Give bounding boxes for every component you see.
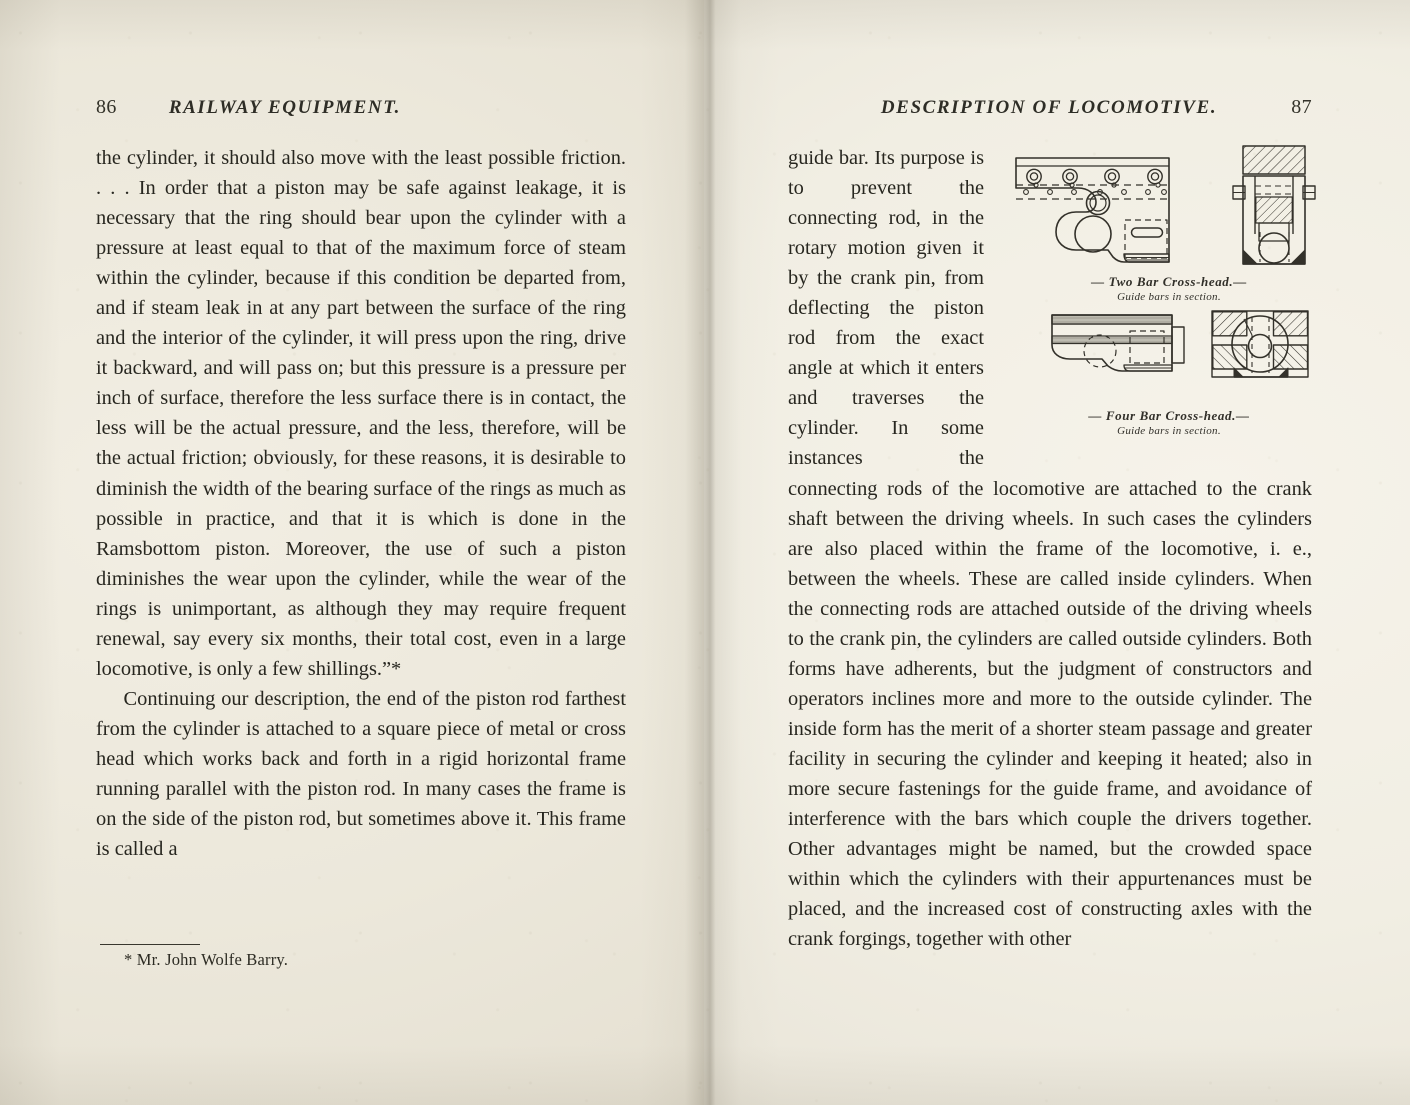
figure-caption-four-bar bbox=[1012, 408, 1326, 437]
left-page-running-head bbox=[96, 96, 626, 122]
left-page-running-title: RAILWAY EQUIPMENT. bbox=[168, 97, 402, 118]
figure-caption-sub: Guide bars in section. bbox=[1117, 291, 1221, 303]
right-page-folio: 87 bbox=[1291, 96, 1312, 118]
footnote-block bbox=[96, 944, 626, 970]
right-page-running-title: DESCRIPTION OF LOCOMOTIVE. bbox=[880, 97, 1218, 118]
four-bar-cross-head-drawing bbox=[1012, 305, 1326, 411]
footnote-rule bbox=[100, 944, 200, 945]
figure-caption-main: — Two Bar Cross-head.— bbox=[1091, 274, 1247, 289]
paragraph: guide bar. Its purpose is to prevent the connecting rod, in the rotary motion given it by the crank pin, from deflecting the piston rod from the exact angle at which it enters and traverses the cylinder. In some instances the connecting rods of the locomotive are attached to the crank shaft between the driving wheels. In such cases the cylinders are also placed within the frame of the locomotive, i. e., between the wheels. These are called inside cylinders. When the connecting rods are attached outside of the driving wheels to the crank pin, the cylinders are called outside cylinders. Both forms have adherents, but the judgment of constructors and operators inclines more and more to the outside cylinder. The inside form has the merit of a shorter steam passage and greater facility in securing the cylinder and keeping it heated; also in more secure fastenings for the guide frame, and avoidance of interference with the bars which couple the drivers together. Other advantages might be named, but the crowded space within which the cylinders with their appurtenances must be placed, and the increased cost of constructing axles with the crank forgings, together with other bbox=[788, 147, 1312, 951]
paragraph: Continuing our description, the end of the piston rod farthest from the cylinder is attached to a square piece of metal or cross head which works back and forth in a rigid horizontal frame running parallel with the piston rod. In many cases the frame is on the side of the piston rod, but sometimes above it. This frame is called a bbox=[96, 687, 626, 861]
figure-caption-sub: Guide bars in section. bbox=[1117, 425, 1221, 437]
figure-four-bar-cross-head bbox=[1012, 305, 1326, 442]
paragraph: the cylinder, it should also move with the least possible friction. . . . In order that a piston may be safe against leakage, it is necessary that the ring should bear upon the cylinder with a pressure at least equal to that of the maximum force of steam within the cylinder, because if this condition be departed from, and if steam leak in at any part between the surface of the ring and the interior of the cylinder, it will press upon the ring, drive it backward, and will pass on; but this pressure is a pressure per inch of surface, therefore the less surface there is in contact, the less will be the actual pressure, and the less, therefore, will be the actual friction; obviously, for these reasons, it is desirable to diminish the width of the bearing surface of the rings as much as possible in practice, and that it is which is done in the Ramsbottom piston. Moreover, the use of such a piston diminishes the wear upon the cylinder, while the wear of the rings is unimportant, as although they may require frequent renewal, say every six months, their total cost, even in a large locomotive, is only a few shillings.”* bbox=[96, 147, 626, 680]
left-page-folio: 86 bbox=[96, 96, 117, 118]
figure-caption-two-bar bbox=[1012, 274, 1326, 303]
figure-caption-main: — Four Bar Cross-head.— bbox=[1088, 408, 1250, 423]
footnote-text: * Mr. John Wolfe Barry. bbox=[124, 950, 289, 969]
two-bar-cross-head-drawing bbox=[1012, 142, 1326, 278]
left-page-text-column bbox=[96, 143, 626, 864]
right-page-running-head bbox=[790, 96, 1312, 122]
figure-group bbox=[1012, 142, 1326, 442]
figure-two-bar-cross-head bbox=[1012, 142, 1326, 302]
